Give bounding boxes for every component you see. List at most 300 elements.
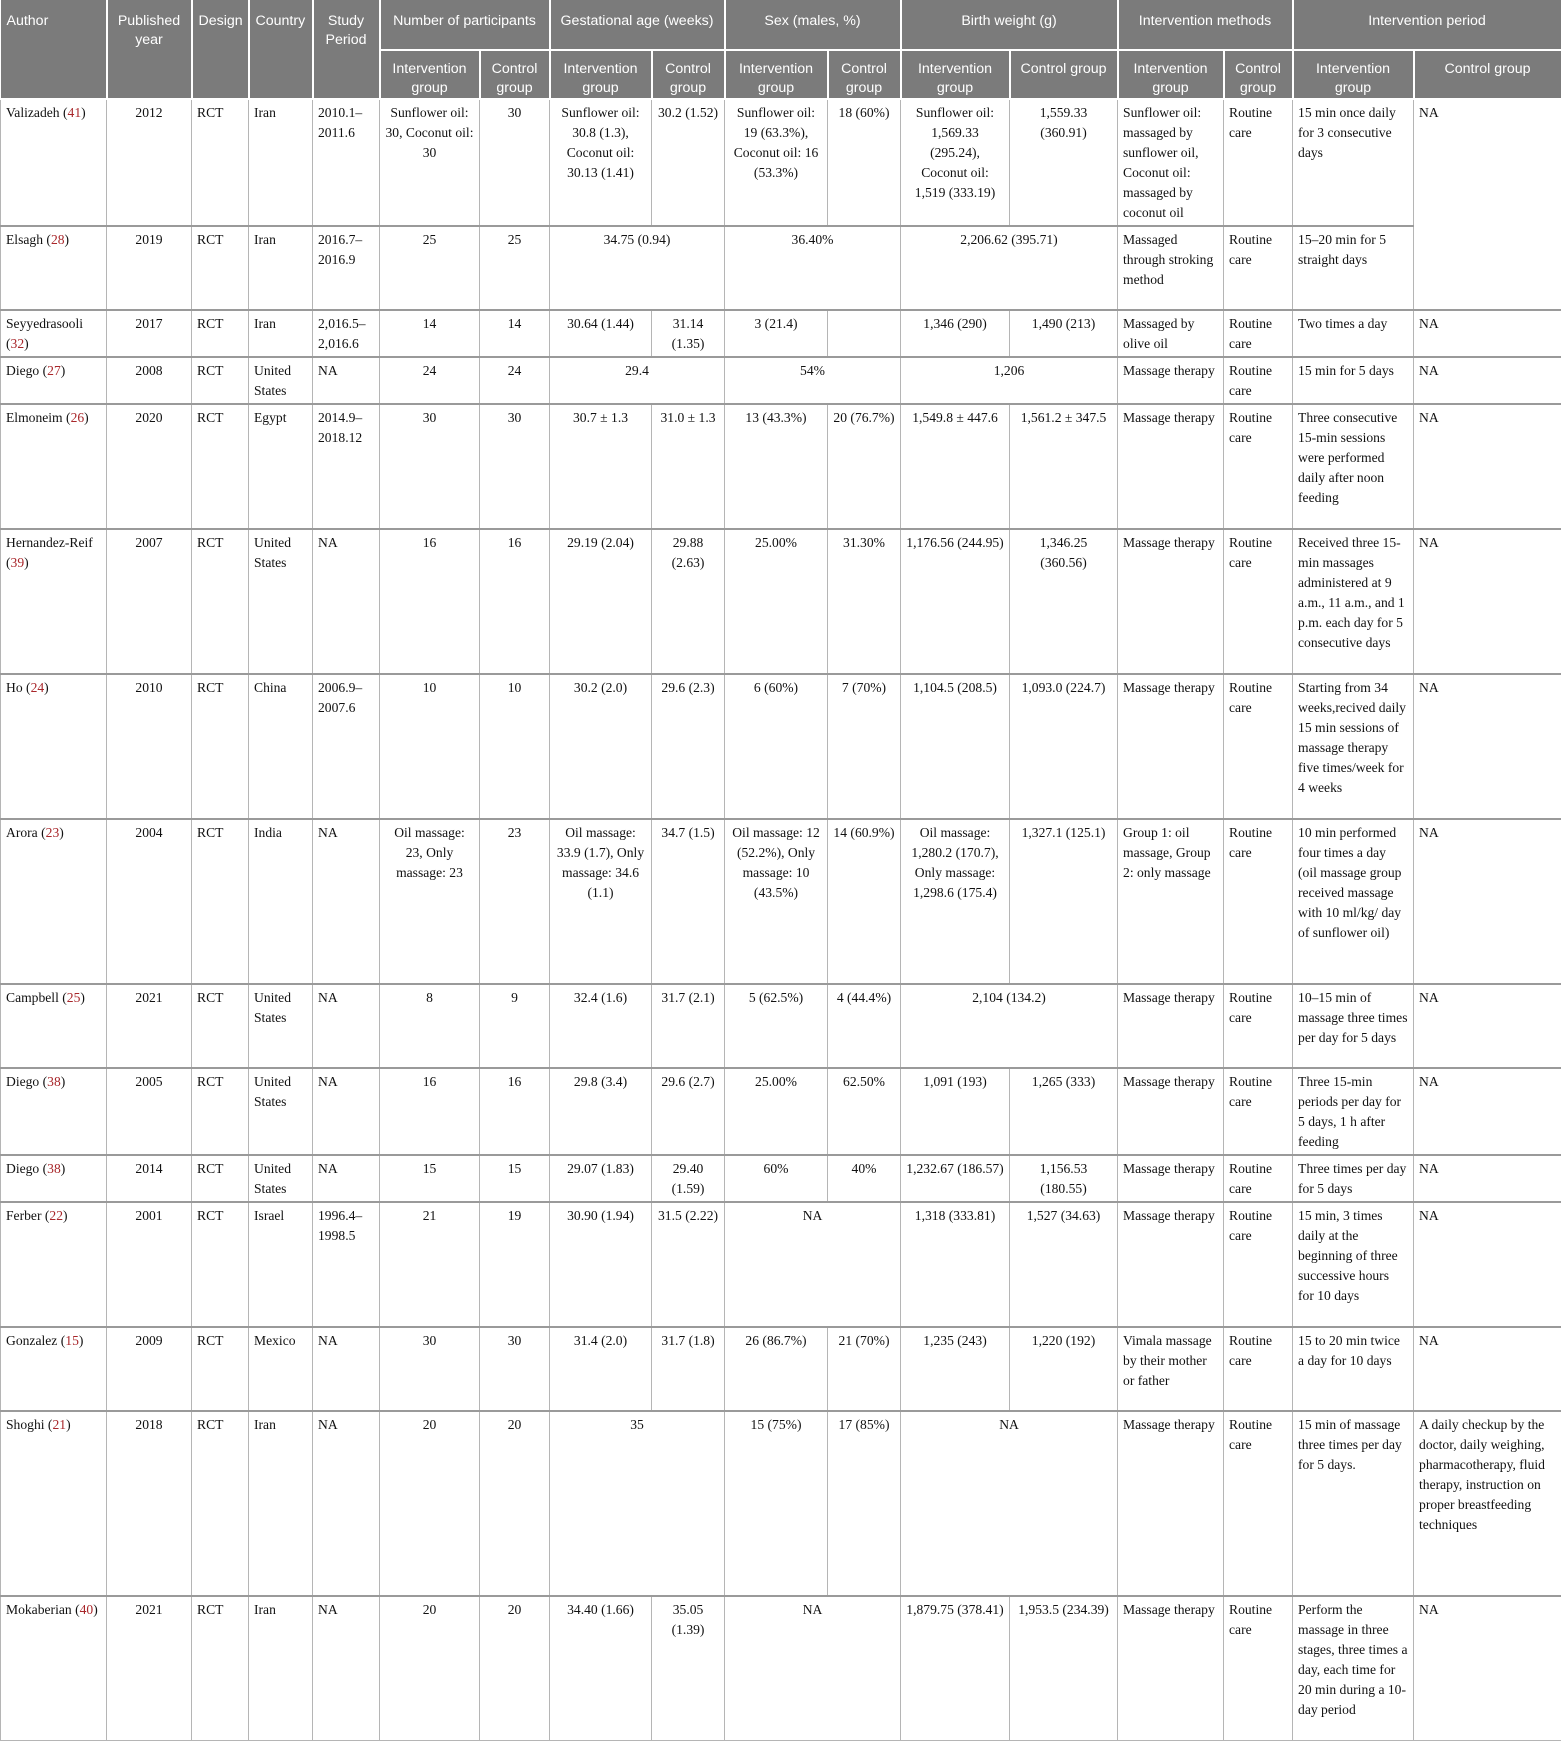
cell-bw-intervention: 1,176.56 (244.95)	[901, 529, 1010, 674]
cell-bw-intervention: 1,318 (333.81)	[901, 1202, 1010, 1327]
cell-sex-intervention: 60%	[725, 1155, 828, 1202]
cell-ga-intervention: Oil massage: 33.9 (1.7), Only massage: 34.6 (1.1)	[550, 819, 652, 984]
reference-link[interactable]: 24	[31, 680, 45, 695]
cell-study-period: NA	[313, 1155, 380, 1202]
cell-author: Arora (23)	[1, 819, 107, 984]
table-row	[1, 1411, 1561, 1596]
cell-methods-intervention: Massage therapy	[1118, 1596, 1224, 1740]
cell-period-intervention: 10 min performed four times a day (oil massage group received massage with 10 ml/kg/ day of sunflower oil)	[1293, 819, 1414, 984]
cell-author: Mokaberian (40)	[1, 1596, 107, 1740]
cell-author: Elsagh (28)	[1, 226, 107, 310]
author-name: Diego	[6, 1074, 39, 1089]
cell-methods-control: Routine care	[1224, 1327, 1293, 1411]
cell-methods-intervention: Massaged by olive oil	[1118, 310, 1224, 357]
header-intervention-methods: Intervention methods	[1118, 0, 1293, 50]
author-name: Diego	[6, 1161, 39, 1176]
reference-link[interactable]: 28	[51, 232, 65, 247]
cell-period-control: NA	[1414, 1068, 1561, 1155]
cell-year: 2005	[107, 1068, 192, 1155]
cell-participants-control: 30	[480, 99, 550, 226]
cell-sex-control	[828, 310, 901, 357]
table-row	[1, 310, 1561, 357]
cell-period-control: NA	[1414, 819, 1561, 984]
cell-study-period: 2016.7–2016.9	[313, 226, 380, 310]
cell-ga-intervention: 29.07 (1.83)	[550, 1155, 652, 1202]
cell-sex-intervention: 15 (75%)	[725, 1411, 828, 1596]
cell-participants-intervention: 16	[380, 1068, 480, 1155]
reference-link[interactable]: 27	[47, 363, 61, 378]
table-row	[1, 1068, 1561, 1155]
cell-ga-control: 31.7 (1.8)	[652, 1327, 725, 1411]
cell-methods-control: Routine care	[1224, 529, 1293, 674]
author-name: Gonzalez	[6, 1333, 57, 1348]
cell-sex-combined: NA	[725, 1202, 901, 1327]
subheader-intervention-group: Intervention group	[1118, 50, 1224, 99]
cell-participants-control: 20	[480, 1596, 550, 1740]
cell-ga-control: 29.6 (2.7)	[652, 1068, 725, 1155]
cell-sex-intervention: 6 (60%)	[725, 674, 828, 819]
cell-study-period: 2014.9–2018.12	[313, 404, 380, 529]
cell-country: Israel	[249, 1202, 313, 1327]
cell-ga-intervention: 30.90 (1.94)	[550, 1202, 652, 1327]
author-name: Shoghi	[6, 1417, 45, 1432]
cell-author: Ferber (22)	[1, 1202, 107, 1327]
cell-participants-intervention: 20	[380, 1596, 480, 1740]
cell-sex-control: 18 (60%)	[828, 99, 901, 226]
cell-methods-intervention: Massage therapy	[1118, 984, 1224, 1068]
cell-period-control: NA	[1414, 674, 1561, 819]
cell-ga-control: 31.7 (2.1)	[652, 984, 725, 1068]
cell-study-period: NA	[313, 984, 380, 1068]
cell-sex-control: 17 (85%)	[828, 1411, 901, 1596]
table-row	[1, 1155, 1561, 1202]
cell-bw-intervention: 1,235 (243)	[901, 1327, 1010, 1411]
cell-year: 2008	[107, 357, 192, 404]
cell-sex-combined: 36.40%	[725, 226, 901, 310]
cell-ga-control: 31.5 (2.22)	[652, 1202, 725, 1327]
cell-methods-control: Routine care	[1224, 984, 1293, 1068]
table-row	[1, 1596, 1561, 1740]
cell-design: RCT	[192, 1068, 249, 1155]
cell-year: 2017	[107, 310, 192, 357]
cell-period-intervention: Received three 15-min massages administered at 9 a.m., 11 a.m., and 1 p.m. each day for 5 consecutive days	[1293, 529, 1414, 674]
cell-period-intervention: Starting from 34 weeks,recived daily 15 min sessions of massage therapy five times/week for 4 weeks	[1293, 674, 1414, 819]
cell-participants-control: 25	[480, 226, 550, 310]
reference-link[interactable]: 26	[71, 410, 85, 425]
table-row	[1, 1327, 1561, 1411]
cell-sex-intervention: 25.00%	[725, 1068, 828, 1155]
cell-methods-intervention: Massage therapy	[1118, 1155, 1224, 1202]
reference-link[interactable]: 40	[80, 1602, 94, 1617]
cell-methods-intervention: Vimala massage by their mother or father	[1118, 1327, 1224, 1411]
header-sex: Sex (males, %)	[725, 0, 901, 50]
cell-sex-control: 4 (44.4%)	[828, 984, 901, 1068]
cell-bw-intervention: 1,346 (290)	[901, 310, 1010, 357]
cell-bw-control: 1,327.1 (125.1)	[1010, 819, 1118, 984]
subheader-control-group: Control group	[480, 50, 550, 99]
cell-methods-control: Routine care	[1224, 1068, 1293, 1155]
header-gestational-age: Gestational age (weeks)	[550, 0, 725, 50]
cell-design: RCT	[192, 1155, 249, 1202]
header-birth-weight: Birth weight (g)	[901, 0, 1118, 50]
cell-author: Shoghi (21)	[1, 1411, 107, 1596]
cell-design: RCT	[192, 226, 249, 310]
header-intervention-period: Intervention period	[1293, 0, 1561, 50]
cell-ga-control: 31.14 (1.35)	[652, 310, 725, 357]
subheader-control-group: Control group	[652, 50, 725, 99]
cell-bw-intervention: 1,232.67 (186.57)	[901, 1155, 1010, 1202]
cell-author: Gonzalez (15)	[1, 1327, 107, 1411]
cell-year: 2010	[107, 674, 192, 819]
cell-period-intervention: Two times a day	[1293, 310, 1414, 357]
cell-bw-control: 1,156.53 (180.55)	[1010, 1155, 1118, 1202]
author-name: Elmoneim	[6, 410, 63, 425]
cell-author: Campbell (25)	[1, 984, 107, 1068]
table-row	[1, 984, 1561, 1068]
cell-ga-intervention: 30.2 (2.0)	[550, 674, 652, 819]
cell-year: 2021	[107, 1596, 192, 1740]
table-row	[1, 357, 1561, 404]
cell-period-control: NA	[1414, 357, 1561, 404]
cell-bw-intervention: 1,549.8 ± 447.6	[901, 404, 1010, 529]
cell-design: RCT	[192, 674, 249, 819]
cell-study-period: 2010.1–2011.6	[313, 99, 380, 226]
cell-design: RCT	[192, 1411, 249, 1596]
cell-study-period: 2006.9–2007.6	[313, 674, 380, 819]
cell-country: United States	[249, 1068, 313, 1155]
cell-sex-control: 31.30%	[828, 529, 901, 674]
subheader-intervention-group: Intervention group	[725, 50, 828, 99]
cell-bw-combined: 2,104 (134.2)	[901, 984, 1118, 1068]
subheader-intervention-group: Intervention group	[550, 50, 652, 99]
cell-country: Iran	[249, 310, 313, 357]
cell-year: 2009	[107, 1327, 192, 1411]
cell-methods-control: Routine care	[1224, 226, 1293, 310]
cell-methods-control: Routine care	[1224, 1411, 1293, 1596]
cell-period-control: NA	[1414, 984, 1561, 1068]
cell-bw-control: 1,346.25 (360.56)	[1010, 529, 1118, 674]
cell-country: United States	[249, 1155, 313, 1202]
cell-ga-combined: 34.75 (0.94)	[550, 226, 725, 310]
cell-methods-control: Routine care	[1224, 357, 1293, 404]
cell-ga-intervention: 31.4 (2.0)	[550, 1327, 652, 1411]
cell-sex-control: 20 (76.7%)	[828, 404, 901, 529]
cell-bw-combined: 2,206.62 (395.71)	[901, 226, 1118, 310]
cell-methods-intervention: Massage therapy	[1118, 529, 1224, 674]
cell-ga-intervention: 29.8 (3.4)	[550, 1068, 652, 1155]
cell-sex-intervention: Oil massage: 12 (52.2%), Only massage: 10 (43.5%)	[725, 819, 828, 984]
cell-sex-combined: 54%	[725, 357, 901, 404]
cell-participants-intervention: 16	[380, 529, 480, 674]
reference-link[interactable]: 32	[11, 336, 25, 351]
reference-link[interactable]: 39	[11, 555, 25, 570]
cell-ga-control: 35.05 (1.39)	[652, 1596, 725, 1740]
cell-methods-control: Routine care	[1224, 819, 1293, 984]
cell-sex-intervention: 26 (86.7%)	[725, 1327, 828, 1411]
cell-period-control: NA	[1414, 1327, 1561, 1411]
author-name: Seyyedrasooli	[6, 316, 83, 331]
cell-methods-control: Routine care	[1224, 1596, 1293, 1740]
cell-study-period: NA	[313, 529, 380, 674]
cell-methods-intervention: Group 1: oil massage, Group 2: only massage	[1118, 819, 1224, 984]
author-name: Diego	[6, 363, 39, 378]
cell-methods-intervention: Massage therapy	[1118, 404, 1224, 529]
cell-study-period: NA	[313, 357, 380, 404]
reference-link[interactable]: 21	[52, 1417, 66, 1432]
cell-period-control: NA	[1414, 404, 1561, 529]
cell-sex-intervention: 13 (43.3%)	[725, 404, 828, 529]
cell-ga-combined: 35	[550, 1411, 725, 1596]
cell-ga-control: 30.2 (1.52)	[652, 99, 725, 226]
cell-ga-intervention: 30.64 (1.44)	[550, 310, 652, 357]
reference-link[interactable]: 25	[67, 990, 81, 1005]
cell-participants-intervention: 20	[380, 1411, 480, 1596]
cell-study-period: NA	[313, 1411, 380, 1596]
cell-period-intervention: Perform the massage in three stages, three times a day, each time for 20 min during a 10-day period	[1293, 1596, 1414, 1740]
cell-period-intervention: Three times per day for 5 days	[1293, 1155, 1414, 1202]
cell-period-control: NA	[1414, 529, 1561, 674]
author-name: Elsagh	[6, 232, 43, 247]
cell-bw-control: 1,490 (213)	[1010, 310, 1118, 357]
cell-country: India	[249, 819, 313, 984]
cell-country: Iran	[249, 1411, 313, 1596]
cell-sex-control: 21 (70%)	[828, 1327, 901, 1411]
table-row	[1, 674, 1561, 819]
cell-participants-intervention: 24	[380, 357, 480, 404]
cell-country: Mexico	[249, 1327, 313, 1411]
cell-methods-control: Routine care	[1224, 99, 1293, 226]
cell-bw-control: 1,559.33 (360.91)	[1010, 99, 1118, 226]
table-row	[1, 99, 1561, 226]
cell-methods-intervention: Massage therapy	[1118, 1202, 1224, 1327]
cell-study-period: NA	[313, 1596, 380, 1740]
cell-participants-control: 20	[480, 1411, 550, 1596]
author-name: Mokaberian	[6, 1602, 72, 1617]
cell-sex-control: 7 (70%)	[828, 674, 901, 819]
cell-methods-control: Routine care	[1224, 404, 1293, 529]
cell-ga-intervention: 34.40 (1.66)	[550, 1596, 652, 1740]
table-row	[1, 819, 1561, 984]
cell-sex-control: 62.50%	[828, 1068, 901, 1155]
cell-year: 2007	[107, 529, 192, 674]
cell-bw-intervention: Sunflower oil: 1,569.33 (295.24), Coconut oil: 1,519 (333.19)	[901, 99, 1010, 226]
cell-period-control: NA	[1414, 1155, 1561, 1202]
cell-methods-control: Routine care	[1224, 1202, 1293, 1327]
cell-design: RCT	[192, 99, 249, 226]
cell-country: China	[249, 674, 313, 819]
subheader-control-group: Control group	[1224, 50, 1293, 99]
table-row	[1, 1202, 1561, 1327]
cell-country: Iran	[249, 226, 313, 310]
subheader-control-group: Control group	[1010, 50, 1118, 99]
author-name: Ho	[6, 680, 23, 695]
cell-design: RCT	[192, 1202, 249, 1327]
cell-study-period: 2,016.5–2,016.6	[313, 310, 380, 357]
cell-sex-control: 14 (60.9%)	[828, 819, 901, 984]
cell-design: RCT	[192, 1327, 249, 1411]
cell-methods-control: Routine care	[1224, 310, 1293, 357]
cell-period-intervention: 10–15 min of massage three times per day for 5 days	[1293, 984, 1414, 1068]
cell-sex-intervention: 5 (62.5%)	[725, 984, 828, 1068]
cell-author: Ho (24)	[1, 674, 107, 819]
cell-participants-control: 9	[480, 984, 550, 1068]
header-participants: Number of participants	[380, 0, 550, 50]
cell-participants-control: 16	[480, 529, 550, 674]
cell-year: 2018	[107, 1411, 192, 1596]
cell-year: 2001	[107, 1202, 192, 1327]
cell-study-period: 1996.4–1998.5	[313, 1202, 380, 1327]
cell-period-intervention: 15 to 20 min twice a day for 10 days	[1293, 1327, 1414, 1411]
cell-period-intervention: Three 15-min periods per day for 5 days, 1 h after feeding	[1293, 1068, 1414, 1155]
cell-author: Seyyedrasooli (32)	[1, 310, 107, 357]
cell-design: RCT	[192, 984, 249, 1068]
cell-ga-control: 29.88 (2.63)	[652, 529, 725, 674]
cell-year: 2021	[107, 984, 192, 1068]
cell-ga-control: 34.7 (1.5)	[652, 819, 725, 984]
cell-bw-control: 1,953.5 (234.39)	[1010, 1596, 1118, 1740]
cell-methods-intervention: Massage therapy	[1118, 1411, 1224, 1596]
cell-period-intervention: 15 min for 5 days	[1293, 357, 1414, 404]
table-row	[1, 226, 1561, 310]
cell-participants-control: 23	[480, 819, 550, 984]
subheader-intervention-group: Intervention group	[901, 50, 1010, 99]
cell-participants-intervention: 30	[380, 1327, 480, 1411]
cell-bw-control: 1,527 (34.63)	[1010, 1202, 1118, 1327]
cell-participants-intervention: 10	[380, 674, 480, 819]
cell-design: RCT	[192, 404, 249, 529]
cell-country: United States	[249, 357, 313, 404]
cell-participants-control: 16	[480, 1068, 550, 1155]
cell-participants-control: 30	[480, 404, 550, 529]
cell-ga-combined: 29.4	[550, 357, 725, 404]
cell-bw-combined: NA	[901, 1411, 1118, 1596]
cell-bw-intervention: 1,879.75 (378.41)	[901, 1596, 1010, 1740]
cell-period-intervention: 15 min of massage three times per day for 5 days.	[1293, 1411, 1414, 1596]
reference-link[interactable]: 23	[46, 825, 60, 840]
cell-methods-intervention: Massage therapy	[1118, 674, 1224, 819]
cell-bw-intervention: 1,091 (193)	[901, 1068, 1010, 1155]
cell-methods-intervention: Massage therapy	[1118, 357, 1224, 404]
cell-year: 2004	[107, 819, 192, 984]
cell-sex-combined: NA	[725, 1596, 901, 1740]
cell-bw-control: 1,265 (333)	[1010, 1068, 1118, 1155]
cell-author: Elmoneim (26)	[1, 404, 107, 529]
cell-participants-intervention: 8	[380, 984, 480, 1068]
cell-ga-control: 31.0 ± 1.3	[652, 404, 725, 529]
cell-methods-intervention: Sunflower oil: massaged by sunflower oil, Coconut oil: massaged by coconut oil	[1118, 99, 1224, 226]
cell-ga-intervention: Sunflower oil: 30.8 (1.3), Coconut oil: 30.13 (1.41)	[550, 99, 652, 226]
cell-participants-control: 30	[480, 1327, 550, 1411]
cell-country: United States	[249, 529, 313, 674]
cell-bw-intervention: 1,104.5 (208.5)	[901, 674, 1010, 819]
cell-study-period: NA	[313, 819, 380, 984]
cell-period-intervention: 15–20 min for 5 straight days	[1293, 226, 1414, 310]
cell-methods-intervention: Massage therapy	[1118, 1068, 1224, 1155]
cell-ga-control: 29.6 (2.3)	[652, 674, 725, 819]
cell-sex-intervention: 3 (21.4)	[725, 310, 828, 357]
author-name: Valizadeh	[6, 105, 60, 120]
cell-ga-intervention: 30.7 ± 1.3	[550, 404, 652, 529]
cell-author: Hernandez-Reif (39)	[1, 529, 107, 674]
cell-year: 2019	[107, 226, 192, 310]
cell-participants-control: 24	[480, 357, 550, 404]
subheader-control-group: Control group	[1414, 50, 1561, 99]
cell-sex-control: 40%	[828, 1155, 901, 1202]
cell-bw-combined: 1,206	[901, 357, 1118, 404]
cell-methods-intervention: Massaged through stroking method	[1118, 226, 1224, 310]
cell-bw-control: 1,220 (192)	[1010, 1327, 1118, 1411]
cell-sex-intervention: Sunflower oil: 19 (63.3%), Coconut oil: 16 (53.3%)	[725, 99, 828, 226]
cell-author: Diego (38)	[1, 1155, 107, 1202]
reference-link[interactable]: 22	[49, 1208, 63, 1223]
cell-period-control: NA	[1414, 310, 1561, 357]
table-row	[1, 404, 1561, 529]
cell-period-intervention: Three consecutive 15-min sessions were performed daily after noon feeding	[1293, 404, 1414, 529]
reference-link[interactable]: 38	[47, 1161, 61, 1176]
cell-participants-intervention: 30	[380, 404, 480, 529]
cell-participants-intervention: 14	[380, 310, 480, 357]
cell-design: RCT	[192, 1596, 249, 1740]
cell-participants-intervention: 21	[380, 1202, 480, 1327]
cell-author: Diego (27)	[1, 357, 107, 404]
header-study-period: Study Period	[313, 0, 380, 99]
header-country: Country	[249, 0, 313, 99]
cell-design: RCT	[192, 529, 249, 674]
cell-ga-intervention: 29.19 (2.04)	[550, 529, 652, 674]
reference-link[interactable]: 41	[68, 105, 82, 120]
table-row	[1, 529, 1561, 674]
cell-author: Diego (38)	[1, 1068, 107, 1155]
cell-bw-control: 1,561.2 ± 347.5	[1010, 404, 1118, 529]
author-name: Campbell	[6, 990, 59, 1005]
reference-link[interactable]: 38	[47, 1074, 61, 1089]
cell-participants-intervention: 15	[380, 1155, 480, 1202]
cell-methods-control: Routine care	[1224, 674, 1293, 819]
cell-period-control: A daily checkup by the doctor, daily weighing, pharmacotherapy, fluid therapy, instruction on proper breastfeeding techniques	[1414, 1411, 1561, 1596]
cell-participants-control: 14	[480, 310, 550, 357]
cell-sex-intervention: 25.00%	[725, 529, 828, 674]
cell-year: 2012	[107, 99, 192, 226]
author-name: Hernandez-Reif	[6, 535, 93, 550]
subheader-control-group: Control group	[828, 50, 901, 99]
cell-period-control: NA	[1414, 1596, 1561, 1740]
cell-design: RCT	[192, 819, 249, 984]
cell-year: 2020	[107, 404, 192, 529]
author-name: Ferber	[6, 1208, 41, 1223]
cell-country: Iran	[249, 99, 313, 226]
cell-country: Iran	[249, 1596, 313, 1740]
cell-country: Egypt	[249, 404, 313, 529]
cell-participants-control: 19	[480, 1202, 550, 1327]
subheader-intervention-group: Intervention group	[1293, 50, 1414, 99]
cell-period-control: NA	[1414, 1202, 1561, 1327]
cell-participants-control: 10	[480, 674, 550, 819]
cell-study-period: NA	[313, 1068, 380, 1155]
author-name: Arora	[6, 825, 38, 840]
cell-participants-intervention: Sunflower oil: 30, Coconut oil: 30	[380, 99, 480, 226]
cell-bw-control: 1,093.0 (224.7)	[1010, 674, 1118, 819]
cell-period-intervention: 15 min once daily for 3 consecutive days	[1293, 99, 1414, 226]
cell-year: 2014	[107, 1155, 192, 1202]
header-published-year: Published year	[107, 0, 192, 99]
reference-link[interactable]: 15	[65, 1333, 79, 1348]
cell-ga-intervention: 32.4 (1.6)	[550, 984, 652, 1068]
cell-participants-intervention: Oil massage: 23, Only massage: 23	[380, 819, 480, 984]
cell-study-period: NA	[313, 1327, 380, 1411]
cell-period-control: NA	[1414, 99, 1561, 310]
cell-participants-intervention: 25	[380, 226, 480, 310]
header-author: Author	[1, 0, 107, 99]
